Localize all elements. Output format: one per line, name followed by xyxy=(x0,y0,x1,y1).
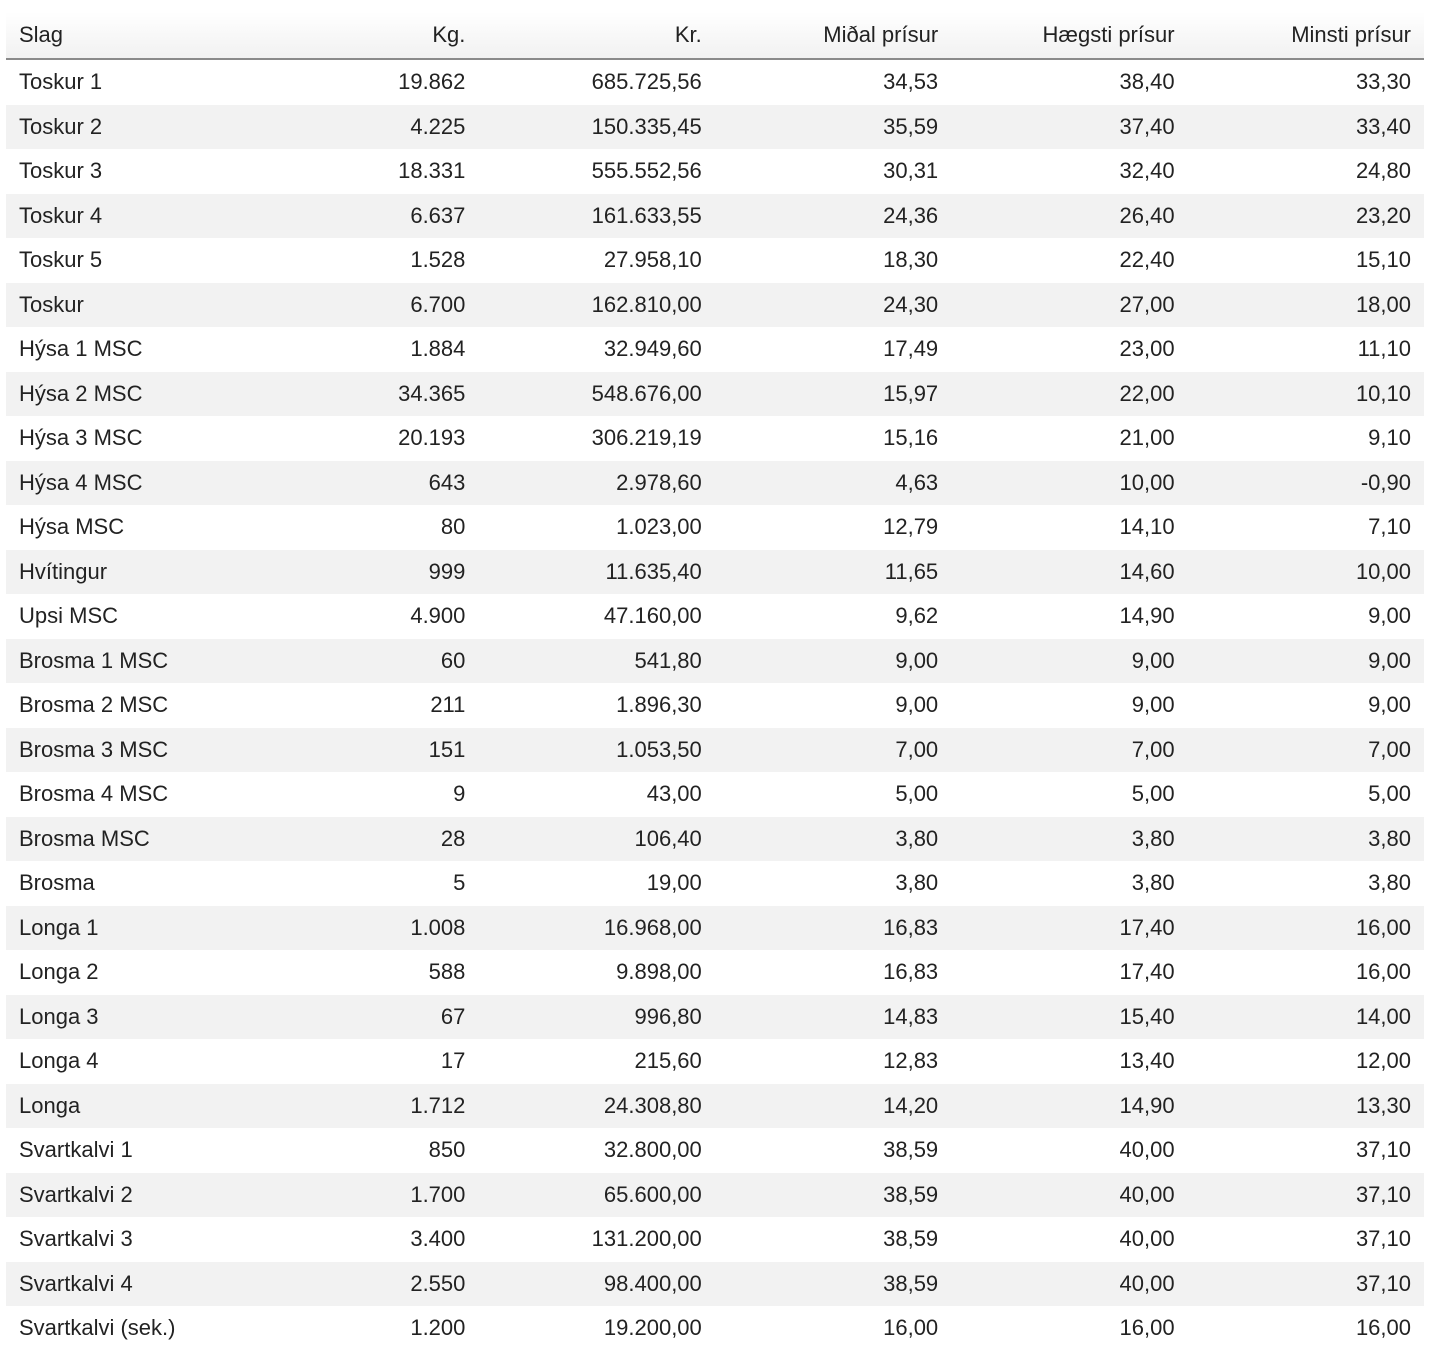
cell-slag: Brosma 1 MSC xyxy=(19,647,169,673)
cell-kr: 27.958,10 xyxy=(603,247,702,273)
cell-lowest-price: 14,00 xyxy=(1355,1003,1411,1029)
table-row xyxy=(6,283,1424,328)
cell-slag: Hýsa 2 MSC xyxy=(19,380,143,406)
cell-kg: 6.637 xyxy=(410,202,466,228)
cell-average-price: 12,79 xyxy=(883,514,939,540)
cell-slag: Longa 4 xyxy=(19,1048,99,1074)
cell-kg: 2.550 xyxy=(410,1270,466,1296)
cell-lowest-price: 9,00 xyxy=(1368,692,1411,718)
cell-lowest-price: 3,80 xyxy=(1368,870,1411,896)
table-row xyxy=(6,372,1424,417)
cell-kr: 306.219,19 xyxy=(591,425,702,451)
cell-kr: 548.676,00 xyxy=(591,380,702,406)
cell-average-price: 38,59 xyxy=(883,1181,939,1207)
cell-lowest-price: 16,00 xyxy=(1355,959,1411,985)
cell-highest-price: 26,40 xyxy=(1119,202,1175,228)
cell-lowest-price: 24,80 xyxy=(1355,158,1411,184)
column-header-kg[interactable]: Kg. xyxy=(242,12,478,59)
table-row xyxy=(6,505,1424,550)
cell-lowest-price: 15,10 xyxy=(1355,247,1411,273)
cell-average-price: 38,59 xyxy=(883,1270,939,1296)
cell-slag: Brosma MSC xyxy=(19,825,150,851)
table-row xyxy=(6,950,1424,995)
cell-kg: 34.365 xyxy=(398,380,466,406)
cell-average-price: 17,49 xyxy=(883,336,939,362)
column-header-kr[interactable]: Kr. xyxy=(478,12,714,59)
cell-average-price: 9,00 xyxy=(895,647,939,673)
cell-slag: Toskur 1 xyxy=(19,69,103,95)
cell-kg: 1.700 xyxy=(410,1181,466,1207)
cell-kg: 643 xyxy=(428,469,466,495)
cell-kr: 1.023,00 xyxy=(616,514,702,540)
cell-average-price: 24,30 xyxy=(883,291,939,317)
cell-kg: 3.400 xyxy=(410,1226,466,1252)
cell-slag: Longa 1 xyxy=(19,914,99,940)
cell-kg: 6.700 xyxy=(410,291,466,317)
cell-kg: 1.528 xyxy=(410,247,466,273)
cell-highest-price: 13,40 xyxy=(1119,1048,1175,1074)
cell-kr: 47.160,00 xyxy=(603,603,702,629)
cell-kg: 80 xyxy=(440,514,466,540)
cell-lowest-price: 7,10 xyxy=(1368,514,1411,540)
cell-average-price: 16,00 xyxy=(883,1315,939,1341)
cell-lowest-price: 23,20 xyxy=(1355,202,1411,228)
cell-kr: 65.600,00 xyxy=(603,1181,702,1207)
cell-slag: Toskur 2 xyxy=(19,113,103,139)
cell-highest-price: 14,10 xyxy=(1119,514,1175,540)
cell-kg: 17 xyxy=(440,1048,466,1074)
cell-lowest-price: 11,10 xyxy=(1357,336,1411,362)
cell-slag: Brosma 3 MSC xyxy=(19,736,169,762)
cell-highest-price: 9,00 xyxy=(1131,692,1175,718)
cell-average-price: 9,00 xyxy=(895,692,939,718)
table-row xyxy=(6,416,1424,461)
cell-kr: 9.898,00 xyxy=(616,959,702,985)
column-header-slag[interactable]: Slag xyxy=(6,12,242,59)
cell-average-price: 18,30 xyxy=(883,247,939,273)
cell-slag: Hvítingur xyxy=(19,558,108,584)
cell-kg: 999 xyxy=(428,558,466,584)
table-header xyxy=(6,12,1424,59)
cell-highest-price: 23,00 xyxy=(1119,336,1175,362)
cell-slag: Svartkalvi 3 xyxy=(19,1226,133,1252)
cell-slag: Toskur xyxy=(19,291,84,317)
cell-slag: Svartkalvi 2 xyxy=(19,1181,133,1207)
cell-average-price: 34,53 xyxy=(883,69,939,95)
cell-lowest-price: 37,10 xyxy=(1355,1270,1411,1296)
cell-kr: 131.200,00 xyxy=(591,1226,702,1252)
cell-highest-price: 10,00 xyxy=(1119,469,1175,495)
cell-average-price: 38,59 xyxy=(883,1226,939,1252)
cell-average-price: 3,80 xyxy=(895,870,939,896)
cell-slag: Longa 2 xyxy=(19,959,99,985)
table-row xyxy=(6,149,1424,194)
table-row xyxy=(6,59,1424,105)
cell-kr: 19,00 xyxy=(646,870,702,896)
cell-highest-price: 7,00 xyxy=(1131,736,1175,762)
cell-kr: 16.968,00 xyxy=(603,914,702,940)
cell-kr: 685.725,56 xyxy=(591,69,702,95)
cell-kr: 1.053,50 xyxy=(616,736,702,762)
cell-slag: Hýsa 1 MSC xyxy=(19,336,143,362)
table-row xyxy=(6,238,1424,283)
table-row xyxy=(6,1306,1424,1351)
cell-highest-price: 38,40 xyxy=(1119,69,1175,95)
cell-kg: 4.225 xyxy=(410,113,466,139)
cell-kg: 4.900 xyxy=(410,603,466,629)
cell-kg: 151 xyxy=(428,736,466,762)
cell-highest-price: 17,40 xyxy=(1119,914,1175,940)
column-header-average-price[interactable]: Miðal prísur xyxy=(715,12,951,59)
table-body xyxy=(6,59,1424,1351)
cell-highest-price: 9,00 xyxy=(1131,647,1175,673)
column-header-lowest-price[interactable]: Minsti prísur xyxy=(1188,12,1424,59)
cell-lowest-price: 37,10 xyxy=(1355,1226,1411,1252)
cell-kr: 2.978,60 xyxy=(616,469,702,495)
cell-average-price: 12,83 xyxy=(883,1048,939,1074)
table-row xyxy=(6,772,1424,817)
cell-lowest-price: 9,00 xyxy=(1368,603,1411,629)
cell-lowest-price: 5,00 xyxy=(1368,781,1411,807)
cell-kg: 60 xyxy=(440,647,466,673)
cell-kr: 11.635,40 xyxy=(605,558,702,584)
cell-highest-price: 3,80 xyxy=(1131,825,1175,851)
table-row xyxy=(6,461,1424,506)
cell-slag: Brosma xyxy=(19,870,95,896)
cell-kr: 19.200,00 xyxy=(603,1315,702,1341)
cell-slag: Hýsa 3 MSC xyxy=(19,425,143,451)
cell-average-price: 7,00 xyxy=(895,736,939,762)
table-row xyxy=(6,105,1424,150)
cell-kg: 28 xyxy=(440,825,466,851)
cell-slag: Toskur 3 xyxy=(19,158,103,184)
cell-slag: Svartkalvi 4 xyxy=(19,1270,133,1296)
cell-kr: 555.552,56 xyxy=(591,158,702,184)
cell-kg: 9 xyxy=(453,781,466,807)
cell-kr: 98.400,00 xyxy=(603,1270,702,1296)
table-row xyxy=(6,683,1424,728)
cell-average-price: 14,83 xyxy=(883,1003,939,1029)
cell-average-price: 4,63 xyxy=(895,469,939,495)
cell-lowest-price: 12,00 xyxy=(1355,1048,1411,1074)
cell-slag: Svartkalvi 1 xyxy=(19,1137,133,1163)
cell-lowest-price: 37,10 xyxy=(1355,1137,1411,1163)
cell-kg: 1.712 xyxy=(410,1092,466,1118)
cell-highest-price: 37,40 xyxy=(1119,113,1175,139)
cell-slag: Hýsa MSC xyxy=(19,514,125,540)
cell-average-price: 15,97 xyxy=(883,380,939,406)
cell-lowest-price: 9,10 xyxy=(1368,425,1411,451)
cell-kr: 215,60 xyxy=(634,1048,702,1074)
cell-highest-price: 14,60 xyxy=(1119,558,1175,584)
cell-kg: 1.884 xyxy=(410,336,466,362)
cell-average-price: 16,83 xyxy=(883,959,939,985)
table-row xyxy=(6,1262,1424,1307)
table-row xyxy=(6,327,1424,372)
cell-kr: 1.896,30 xyxy=(616,692,702,718)
cell-kr: 162.810,00 xyxy=(591,291,702,317)
cell-average-price: 9,62 xyxy=(895,603,939,629)
cell-kg: 19.862 xyxy=(398,69,466,95)
cell-lowest-price: 10,00 xyxy=(1355,558,1411,584)
price-table xyxy=(6,12,1424,1351)
cell-lowest-price: 37,10 xyxy=(1355,1181,1411,1207)
table-row xyxy=(6,1217,1424,1262)
table-row xyxy=(6,1039,1424,1084)
cell-lowest-price: 16,00 xyxy=(1355,1315,1411,1341)
cell-slag: Toskur 4 xyxy=(19,202,103,228)
table-row xyxy=(6,550,1424,595)
cell-highest-price: 17,40 xyxy=(1119,959,1175,985)
cell-lowest-price: 3,80 xyxy=(1368,825,1411,851)
table-row xyxy=(6,194,1424,239)
cell-kr: 996,80 xyxy=(634,1003,702,1029)
cell-lowest-price: 33,30 xyxy=(1355,69,1411,95)
cell-slag: Longa xyxy=(19,1092,81,1118)
cell-lowest-price: 16,00 xyxy=(1355,914,1411,940)
cell-slag: Longa 3 xyxy=(19,1003,99,1029)
cell-slag: Hýsa 4 MSC xyxy=(19,469,143,495)
cell-highest-price: 14,90 xyxy=(1119,603,1175,629)
cell-highest-price: 32,40 xyxy=(1119,158,1175,184)
cell-average-price: 3,80 xyxy=(895,825,939,851)
cell-average-price: 30,31 xyxy=(883,158,939,184)
cell-slag: Toskur 5 xyxy=(19,247,103,273)
cell-lowest-price: 33,40 xyxy=(1355,113,1411,139)
table-row xyxy=(6,861,1424,906)
cell-highest-price: 3,80 xyxy=(1131,870,1175,896)
cell-highest-price: 40,00 xyxy=(1119,1181,1175,1207)
cell-highest-price: 40,00 xyxy=(1119,1226,1175,1252)
cell-kg: 67 xyxy=(440,1003,466,1029)
table-row xyxy=(6,995,1424,1040)
table-row xyxy=(6,817,1424,862)
cell-highest-price: 40,00 xyxy=(1119,1270,1175,1296)
cell-highest-price: 15,40 xyxy=(1119,1003,1175,1029)
header-row xyxy=(6,12,1424,59)
cell-highest-price: 40,00 xyxy=(1119,1137,1175,1163)
cell-kg: 850 xyxy=(428,1137,466,1163)
cell-kr: 43,00 xyxy=(646,781,702,807)
cell-average-price: 15,16 xyxy=(883,425,939,451)
cell-highest-price: 22,00 xyxy=(1119,380,1175,406)
cell-kg: 20.193 xyxy=(398,425,466,451)
cell-kr: 32.949,60 xyxy=(603,336,702,362)
cell-kr: 150.335,45 xyxy=(591,113,702,139)
cell-kg: 588 xyxy=(428,959,466,985)
cell-highest-price: 27,00 xyxy=(1119,291,1175,317)
cell-average-price: 11,65 xyxy=(884,558,939,584)
cell-lowest-price: -0,90 xyxy=(1360,469,1411,495)
cell-kg: 1.008 xyxy=(410,914,466,940)
table-row xyxy=(6,594,1424,639)
cell-average-price: 14,20 xyxy=(883,1092,939,1118)
cell-average-price: 35,59 xyxy=(883,113,939,139)
cell-kr: 24.308,80 xyxy=(603,1092,702,1118)
column-header-highest-price[interactable]: Hægsti prísur xyxy=(951,12,1187,59)
cell-slag: Upsi MSC xyxy=(19,603,119,629)
cell-kr: 106,40 xyxy=(634,825,702,851)
cell-lowest-price: 7,00 xyxy=(1368,736,1411,762)
cell-average-price: 5,00 xyxy=(895,781,939,807)
cell-average-price: 38,59 xyxy=(883,1137,939,1163)
cell-kg: 18.331 xyxy=(398,158,466,184)
cell-highest-price: 14,90 xyxy=(1119,1092,1175,1118)
cell-kg: 5 xyxy=(453,870,466,896)
cell-lowest-price: 9,00 xyxy=(1368,647,1411,673)
table-row xyxy=(6,1084,1424,1129)
cell-kg: 1.200 xyxy=(410,1315,466,1341)
cell-slag: Brosma 4 MSC xyxy=(19,781,169,807)
cell-average-price: 24,36 xyxy=(883,202,939,228)
cell-highest-price: 22,40 xyxy=(1119,247,1175,273)
table-row xyxy=(6,1128,1424,1173)
cell-kr: 541,80 xyxy=(634,647,702,673)
cell-kr: 161.633,55 xyxy=(591,202,702,228)
table-row xyxy=(6,639,1424,684)
cell-slag: Svartkalvi (sek.) xyxy=(19,1315,176,1341)
table-row xyxy=(6,906,1424,951)
cell-lowest-price: 10,10 xyxy=(1355,380,1411,406)
cell-average-price: 16,83 xyxy=(883,914,939,940)
cell-slag: Brosma 2 MSC xyxy=(19,692,169,718)
price-table-container xyxy=(6,12,1424,1351)
cell-lowest-price: 18,00 xyxy=(1355,291,1411,317)
cell-lowest-price: 13,30 xyxy=(1355,1092,1411,1118)
cell-highest-price: 21,00 xyxy=(1119,425,1175,451)
cell-kg: 211 xyxy=(430,692,466,718)
cell-kr: 32.800,00 xyxy=(603,1137,702,1163)
table-row xyxy=(6,1173,1424,1218)
table-row xyxy=(6,728,1424,773)
cell-highest-price: 16,00 xyxy=(1119,1315,1175,1341)
cell-highest-price: 5,00 xyxy=(1131,781,1175,807)
